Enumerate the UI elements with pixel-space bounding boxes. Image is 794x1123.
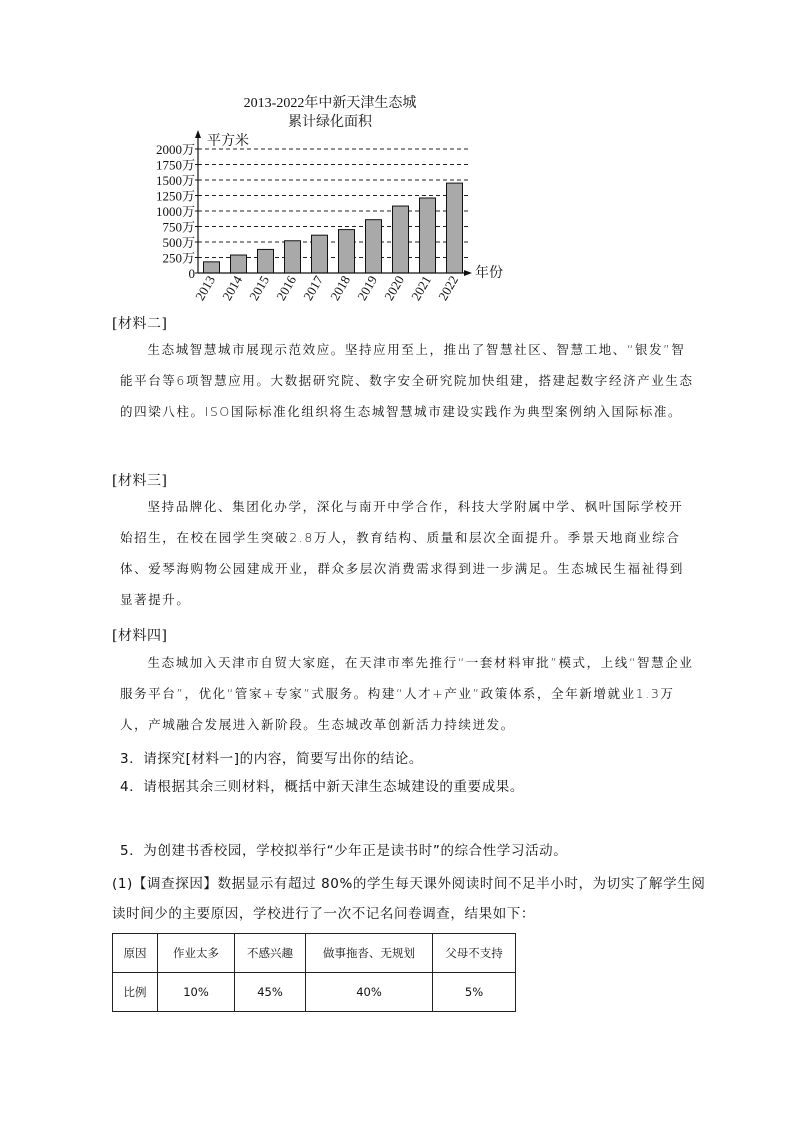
chart-subtitle: 累计绿化面积: [288, 115, 372, 130]
x-tick-label: 2016: [273, 273, 300, 304]
y-axis-arrow-icon: [195, 130, 201, 138]
material-3-label: [材料三]: [112, 473, 168, 489]
material-2-text: 生态城智慧城市展现示范效应。坚持应用至上，推出了智慧社区、智慧工地、“银发”智能平台等6项智慧应用。大数据研究院、数字安全研究院加快组建，搭建起数字经济产业生态的四梁八柱。ISO国际标准化组织将生态城智慧城市建设实践作为典型案例纳入国际标准。: [120, 342, 694, 419]
x-tick-label: 2013: [192, 273, 219, 304]
table-row-label: 比例: [113, 973, 158, 1012]
question-4: 4．请根据其余三则材料，概括中新天津生态城建设的重要成果。: [120, 779, 524, 795]
bar: [312, 235, 328, 273]
table-row: [113, 973, 516, 1012]
y-tick-label: 0: [188, 266, 195, 281]
bar: [339, 230, 355, 273]
bar: [285, 241, 301, 273]
table-cell: 40%: [306, 973, 433, 1012]
material-4-text: 生态城加入天津市自贸大家庭，在天津市率先推行“一套材料审批”模式，上线“智慧企业服务平台”，优化“管家+专家”式服务。构建“人才+产业”政策体系，全年新增就业1.3万人，产城融合发展进入新阶段。生态城改革创新活力持续迸发。: [120, 655, 694, 732]
bar: [420, 198, 436, 273]
y-tick-label: 250万: [162, 250, 195, 266]
chart-title: 2013-2022年中新天津生态城: [243, 96, 417, 111]
x-tick-label: 2019: [354, 273, 381, 304]
material-4-label: [材料四]: [112, 628, 168, 644]
x-tick-label: 2018: [327, 273, 354, 304]
y-tick-labels: [156, 142, 198, 281]
y-tick-label: 1500万: [155, 173, 195, 188]
x-tick-label: 2020: [381, 273, 408, 304]
y-tick-label: 2000万: [155, 142, 195, 157]
y-axis-label: 平方米: [207, 134, 249, 149]
table-cell: 5%: [433, 973, 516, 1012]
x-tick-labels: [192, 273, 461, 303]
question-5-part-1: (1)【调查探因】数据显示有超过 80%的学生每天课外阅读时间不足半小时，为切实了解学生阅读时间少的主要原因，学校进行了一次不记名问卷调查，结果如下：: [112, 876, 706, 922]
chart-bars: [204, 183, 463, 273]
y-tick-label: 1000万: [155, 204, 195, 219]
table-cell: 10%: [158, 973, 235, 1012]
bar: [447, 183, 463, 273]
table-row: [113, 934, 516, 973]
bar: [258, 249, 274, 273]
material-3-text: 坚持品牌化、集团化办学，深化与南开中学合作，科技大学附属中学、枫叶国际学校开始招生，在校在园学生突破2.8万人，教育结构、质量和层次全面提升。季景天地商业综合体、爱琴海购物公园建成开业，群众多层次消费需求得到进一步满足。生态城民生福祉得到显著提升。: [120, 499, 685, 607]
x-tick-label: 2014: [219, 273, 246, 304]
y-tick-label: 750万: [162, 219, 195, 235]
x-axis-arrow-icon: [464, 270, 472, 276]
material-2-label: [材料二]: [112, 316, 168, 332]
table-cell: 45%: [235, 973, 306, 1012]
table-header-cell: 原因: [113, 934, 158, 973]
question-5: 5．为创建书香校园，学校拟举行“少年正是读书时”的综合性学习活动。: [120, 843, 568, 859]
table-header-cell: 不感兴趣: [235, 934, 306, 973]
table-header-cell: 作业太多: [158, 934, 235, 973]
bar: [366, 220, 382, 273]
table-header-cell: 父母不支持: [433, 934, 516, 973]
x-tick-label: 2022: [435, 273, 462, 304]
x-axis-label: 年份: [475, 266, 503, 281]
y-tick-label: 1750万: [155, 157, 195, 173]
x-tick-label: 2021: [408, 273, 435, 304]
x-tick-label: 2015: [246, 273, 273, 304]
question-3: 3．请探究[材料一]的内容，简要写出你的结论。: [120, 751, 423, 767]
bar: [231, 255, 247, 273]
bar: [204, 262, 220, 273]
green-area-bar-chart: [150, 90, 520, 305]
table-header-cell: 做事拖沓、无规划: [306, 934, 433, 973]
x-tick-label: 2017: [300, 273, 327, 304]
y-tick-label: 1250万: [155, 188, 195, 204]
y-tick-label: 500万: [162, 235, 195, 250]
survey-table: [112, 933, 516, 1012]
bar: [393, 206, 409, 273]
